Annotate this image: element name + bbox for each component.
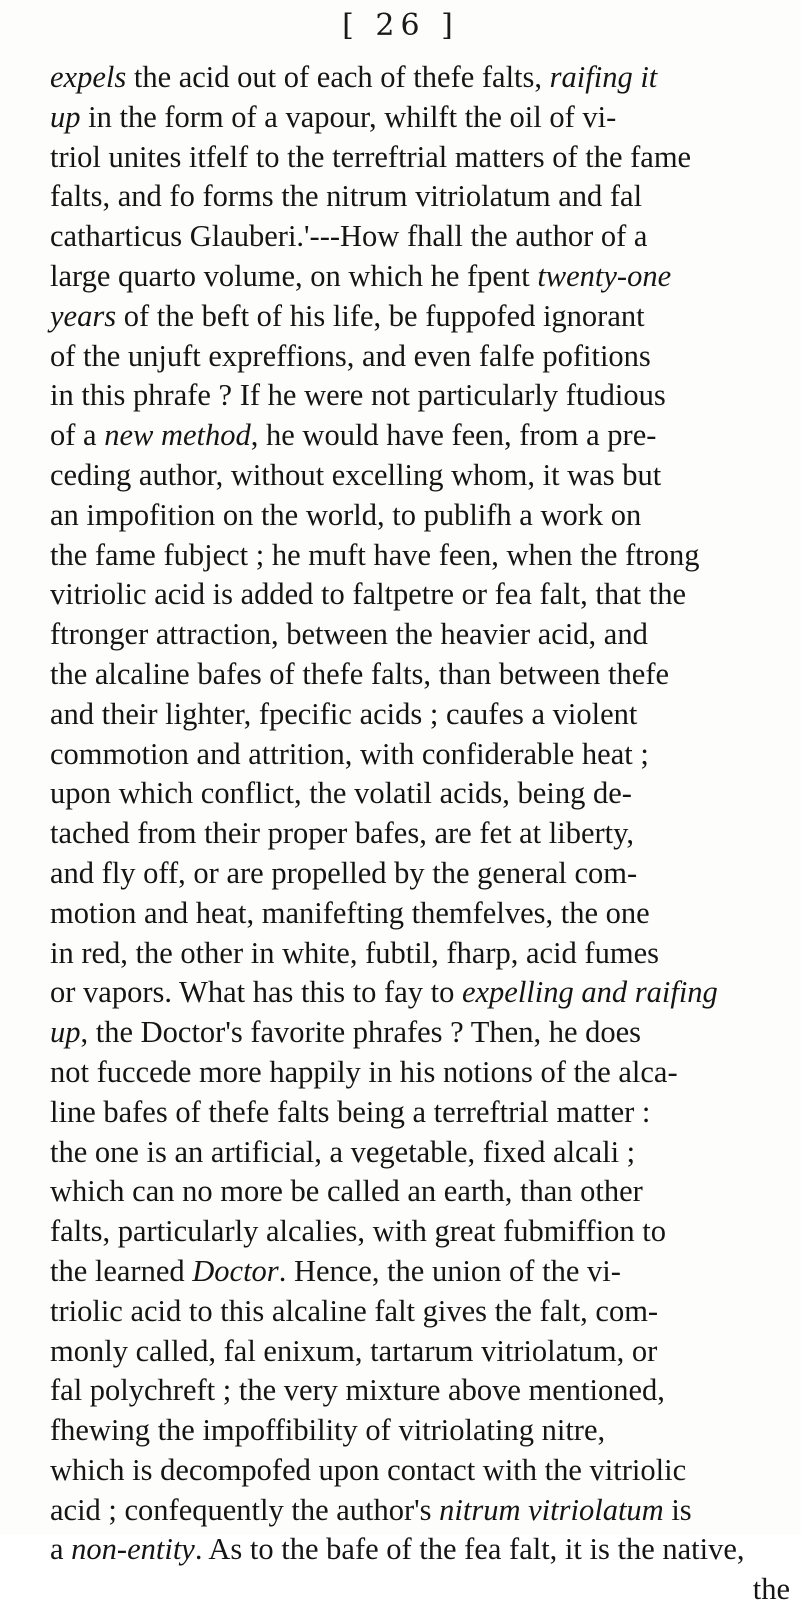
text-segment: catharticus Glauberi.'---How fhall the author of a (50, 219, 648, 254)
text-line (50, 1451, 802, 1491)
italic-text: expelling and raifing (461, 975, 718, 1010)
text-segment: tached from their proper bafes, are fet at liberty, (50, 816, 635, 851)
text-segment: fhewing the impoffibility of vitriolating nitre, (50, 1413, 606, 1448)
text-segment: in red, the other in white, fubtil, fharp, acid fumes (50, 935, 659, 970)
text-segment: which can no more be called an earth, than other (50, 1174, 643, 1209)
text-segment: in this phrafe ? If he were not particularly ftudious (50, 378, 666, 413)
italic-text: non-entity (71, 1532, 195, 1567)
text-segment: motion and heat, manifefting themfelves, the one (50, 895, 650, 930)
text-line (50, 1212, 802, 1252)
text-line (50, 1172, 802, 1212)
text-line (50, 1491, 802, 1531)
text-segment: and their lighter, fpecific acids ; caufes a violent (50, 696, 638, 731)
text-line (50, 1292, 802, 1332)
text-line (50, 615, 802, 655)
text-line (50, 814, 802, 854)
text-line (50, 98, 802, 138)
text-segment: which is decompofed upon contact with the vitriolic (50, 1452, 687, 1487)
italic-text: up (50, 99, 81, 134)
text-segment: not fuccede more happily in his notions of the alca- (50, 1054, 678, 1089)
text-line (50, 1252, 802, 1292)
text-line (50, 575, 802, 615)
text-segment: vitriolic acid is added to faltpetre or fea falt, that the (50, 577, 687, 612)
italic-text: nitrum vitriolatum (439, 1492, 664, 1527)
text-line (50, 297, 802, 337)
text-line (50, 1411, 802, 1451)
italic-text: new method (104, 418, 251, 453)
text-line (50, 1332, 802, 1372)
text-line (50, 58, 802, 98)
text-segment: the fame fubject ; he muft have feen, when the ftrong (50, 537, 700, 572)
text-line (50, 217, 802, 257)
text-segment: the one is an artificial, a vegetable, fixed alcali ; (50, 1134, 636, 1169)
text-segment: of the unjuft expreffions, and even falfe pofitions (50, 338, 651, 373)
text-segment: line bafes of thefe falts being a terreftrial matter : (50, 1094, 651, 1129)
text-line (50, 337, 802, 377)
text-segment: commotion and attrition, with confiderable heat ; (50, 736, 649, 771)
text-segment: triol unites itfelf to the terreftrial matters of the fame (50, 139, 692, 174)
italic-text: expels (50, 60, 127, 94)
text-line (50, 1371, 802, 1411)
italic-text: up (50, 1015, 81, 1050)
text-segment: large quarto volume, on which he fpent (50, 258, 538, 293)
text-segment: of a (50, 418, 105, 453)
text-line (50, 735, 802, 775)
italic-text: years (50, 298, 117, 333)
text-segment: . Hence, the union of the vi- (278, 1253, 621, 1288)
text-segment: is (663, 1492, 692, 1527)
text-segment: ftronger attraction, between the heavier acid, and (50, 617, 648, 652)
text-line (50, 774, 802, 814)
text-segment: fal polychreft ; the very mixture above mentioned, (50, 1373, 665, 1408)
text-segment: triolic acid to this alcaline falt gives the falt, com- (50, 1293, 659, 1328)
text-line (50, 894, 802, 934)
text-line (50, 376, 802, 416)
text-line (50, 655, 802, 695)
text-line (50, 177, 802, 217)
text-segment: and fly off, or are propelled by the general com- (50, 855, 638, 890)
text-line (50, 1093, 802, 1133)
text-line (50, 456, 802, 496)
page-number: [ 26 ] (342, 8, 459, 43)
italic-text: raifing it (549, 60, 658, 94)
text-segment: acid ; confequently the author's (50, 1492, 440, 1527)
text-segment: falts, and fo forms the nitrum vitriolatum and fal (50, 179, 643, 214)
text-line (50, 1053, 802, 1093)
text-segment: , he would have feen, from a pre- (250, 418, 657, 453)
text-line (50, 416, 802, 456)
text-segment: ceding author, without excelling whom, it was but (50, 457, 662, 492)
text-line (50, 695, 802, 735)
text-line (50, 496, 802, 536)
text-segment: upon which conflict, the volatil acids, being de- (50, 776, 632, 811)
body-text (50, 58, 802, 1610)
text-segment: or vapors. What has this to fay to (50, 975, 462, 1010)
text-line (50, 934, 802, 974)
text-segment: of the beft of his life, be fuppofed ignorant (116, 298, 645, 333)
text-segment: in the form of a vapour, whilft the oil of vi- (80, 99, 617, 134)
text-segment: . As to the bafe of the fea falt, it is the native, (194, 1532, 745, 1567)
text-line (50, 1013, 802, 1053)
text-line (50, 536, 802, 576)
italic-text: Doctor (192, 1253, 279, 1288)
text-segment: an impofition on the world, to publifh a work on (50, 497, 642, 532)
text-line (50, 1133, 802, 1173)
text-segment: , the Doctor's favorite phrafes ? Then, he does (80, 1015, 642, 1050)
text-segment: the acid out of each of thefe falts, (126, 60, 550, 94)
text-line (50, 1530, 802, 1570)
text-segment: the alcaline bafes of thefe falts, than between thefe (50, 656, 670, 691)
text-line (50, 257, 802, 297)
text-segment: the (752, 1572, 790, 1607)
text-line (50, 854, 802, 894)
text-segment: the learned (50, 1253, 193, 1288)
text-segment: falts, particularly alcalies, with great fubmiffion to (50, 1214, 667, 1249)
italic-text: twenty-one (537, 258, 672, 293)
text-segment: monly called, fal enixum, tartarum vitriolatum, or (50, 1333, 658, 1368)
text-line (50, 1570, 802, 1610)
text-line (50, 973, 802, 1013)
text-segment: a (50, 1532, 72, 1567)
text-line (50, 138, 802, 178)
